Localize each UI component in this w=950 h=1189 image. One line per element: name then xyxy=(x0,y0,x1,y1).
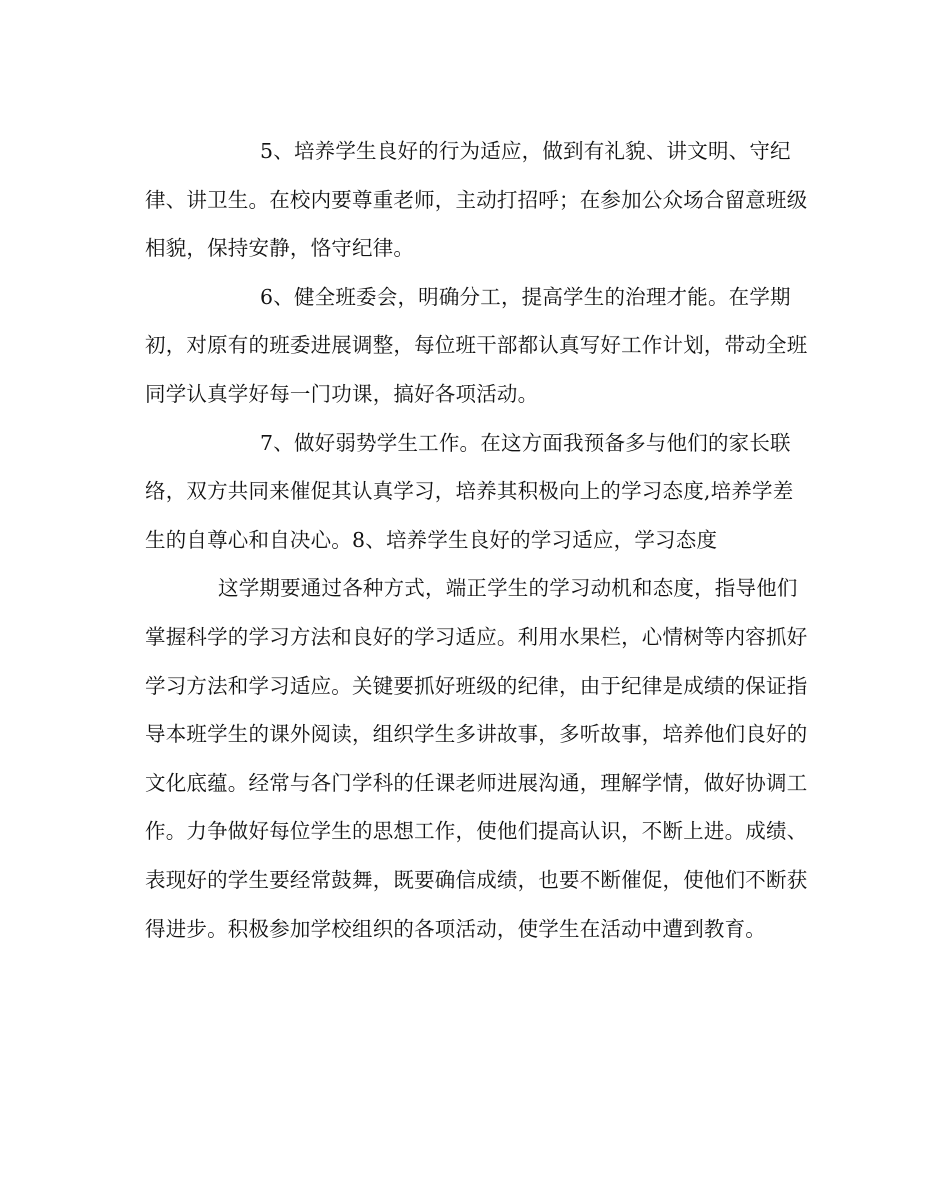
paragraph-weak-students: 7、做好弱势学生工作。在这方面我预备多与他们的家长联络，双方共同来催促其认真学习，培养其积极向上的学习态度,培养学差生的自尊心和自决心。8、培养学生良好的学习适应，学习态度 xyxy=(145,430,794,552)
document-body xyxy=(145,127,810,953)
paragraph-behavior-habits: 5、培养学生良好的行为适应，做到有礼貌、讲文明、守纪律、讲卫生。在校内要尊重老师，主动打招呼；在参加公众场合留意班级相貌，保持安静，恪守纪律。 xyxy=(145,139,808,261)
paragraph-study-attitude: 这学期要通过各种方式，端正学生的学习动机和态度，指导他们掌握科学的学习方法和良好的学习适应。利用水果栏，心情树等内容抓好学习方法和学习适应。关键要抓好班级的纪律，由于纪律是成绩的保证指导本班学生的课外阅读，组织学生多讲故事，多听故事，培养他们良好的文化底蕴。经常与各门学科的任课老师进展沟通，理解学情，做好协调工作。力争做好每位学生的思想工作，使他们提高认识，不断上进。成绩、表现好的学生要经常鼓舞，既要确信成绩，也要不断催促，使他们不断获得进步。积极参加学校组织的各项活动，使学生在活动中遭到教育。 xyxy=(145,576,808,941)
paragraph-class-committee: 6、健全班委会，明确分工，提高学生的治理才能。在学期初，对原有的班委进展调整，每位班干部都认真写好工作计划，带动全班同学认真学好每一门功课，搞好各项活动。 xyxy=(145,284,808,406)
